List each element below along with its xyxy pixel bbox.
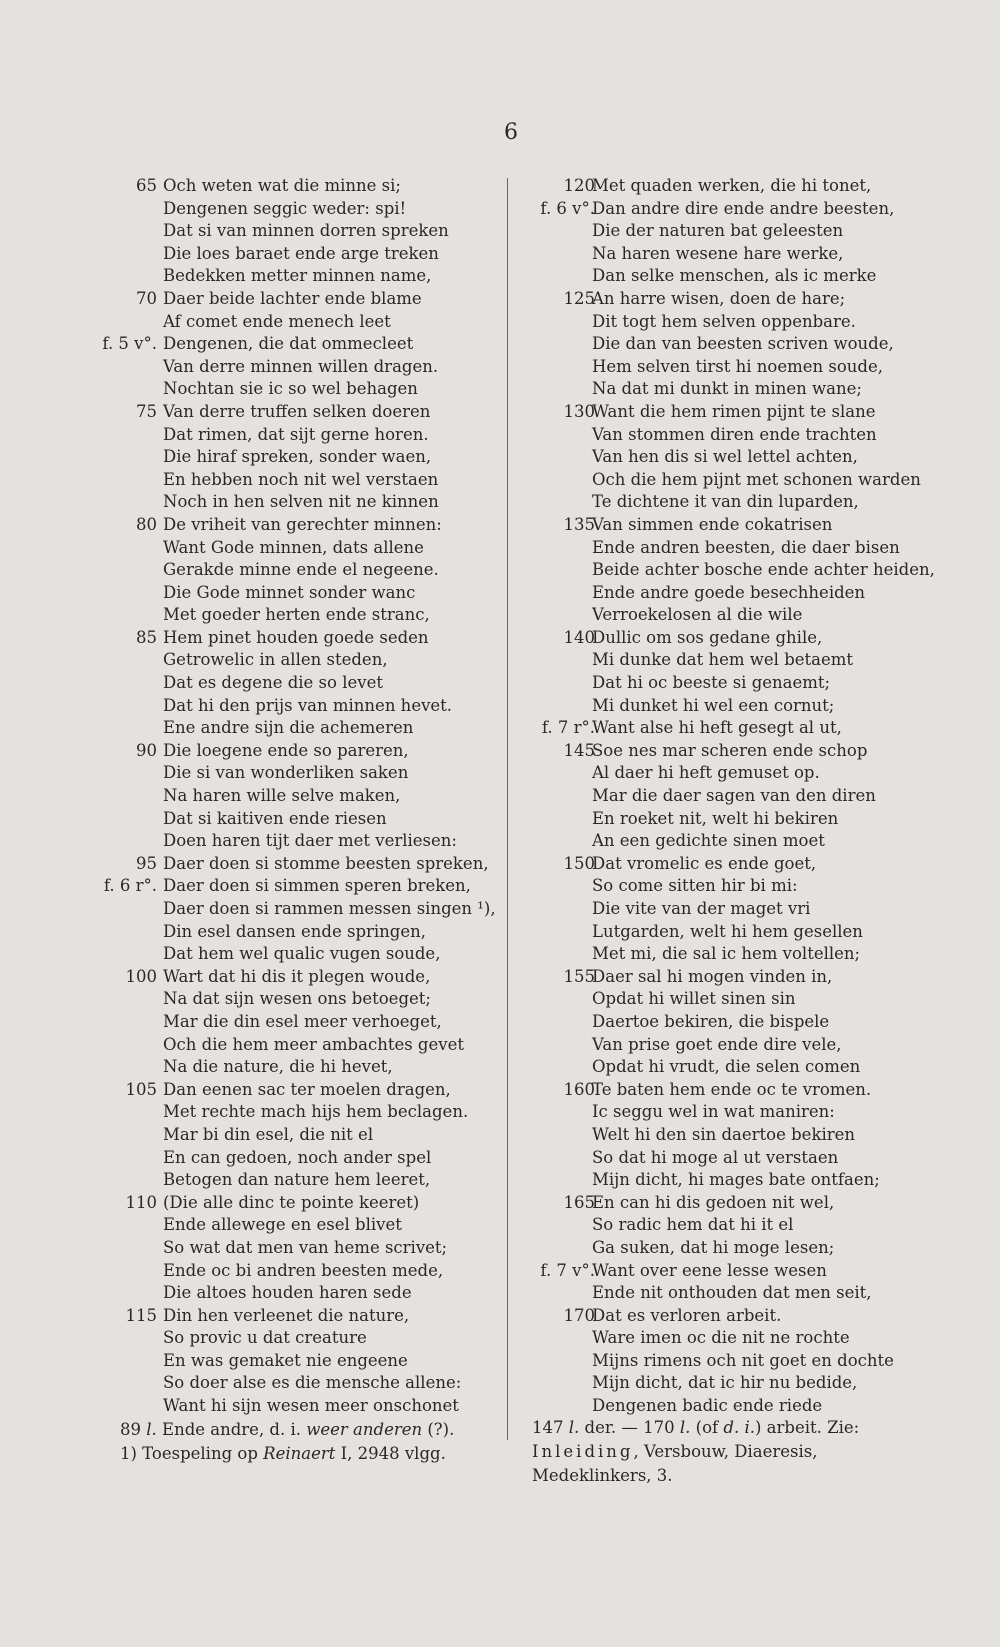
- verse-line: [0, 401, 510, 424]
- verse-line: [0, 537, 510, 560]
- verse-text: Mar die daer sagen van den diren: [592, 786, 876, 806]
- verse-text: Na dat mi dunkt in minen wane;: [592, 379, 862, 399]
- verse-line: [510, 1282, 1000, 1305]
- verse-line: [510, 875, 1000, 898]
- verse-line: [510, 243, 1000, 266]
- line-number: 85: [136, 627, 157, 647]
- verse-line: [0, 446, 510, 469]
- verse-text: Dat es degene die so levet: [163, 673, 383, 693]
- verse-text: Dat si kaitiven ende riesen: [163, 808, 387, 828]
- verse-line: [510, 356, 1000, 379]
- footnotes-right: [532, 1416, 932, 1488]
- verse-text: Getrowelic in allen steden,: [163, 650, 388, 670]
- verse-text: En hebben noch nit wel verstaen: [163, 469, 439, 489]
- verse-text: An een gedichte sinen moet: [592, 831, 825, 851]
- verse-text: Ic seggu wel in wat maniren:: [592, 1102, 835, 1122]
- verse-line: [0, 1327, 510, 1350]
- verse-text: Te baten hem ende oc te vromen.: [592, 1079, 872, 1099]
- verse-line: [0, 1192, 510, 1215]
- line-number: 165: [563, 1192, 595, 1212]
- verse-line: [510, 1079, 1000, 1102]
- verse-text: Mi dunket hi wel een cornut;: [592, 695, 835, 715]
- verse-line: [510, 582, 1000, 605]
- verse-text: Soe nes mar scheren ende schop: [592, 740, 868, 760]
- verse-line: [0, 1214, 510, 1237]
- verse-line: [510, 1124, 1000, 1147]
- verse-text: Met rechte mach hijs hem beclagen.: [163, 1102, 469, 1122]
- verse-text: So provic u dat creature: [163, 1328, 367, 1348]
- verse-line: [510, 175, 1000, 198]
- verse-text: Hem pinet houden goede seden: [163, 627, 429, 647]
- column-divider: [507, 178, 508, 1440]
- verse-text: Na die nature, die hi hevet,: [163, 1057, 393, 1077]
- verse-line: [0, 604, 510, 627]
- verse-text: Mijn dicht, dat ic hir nu bedide,: [592, 1373, 858, 1393]
- verse-text: Daertoe bekiren, die bispele: [592, 1011, 830, 1031]
- verse-line: [0, 785, 510, 808]
- verse-line: [0, 265, 510, 288]
- verse-text: Ene andre sijn die achemeren: [163, 718, 414, 738]
- verse-line: [0, 740, 510, 763]
- verse-text: Dat es verloren arbeit.: [592, 1305, 782, 1325]
- verse-line: [510, 265, 1000, 288]
- verse-line: [510, 898, 1000, 921]
- verse-line: [0, 378, 510, 401]
- verse-line: [510, 220, 1000, 243]
- verse-text: Van hen dis si wel lettel achten,: [592, 447, 858, 467]
- verse-line: [0, 198, 510, 221]
- verse-line: [510, 604, 1000, 627]
- verse-text: Van derre minnen willen dragen.: [163, 356, 439, 376]
- verse-text: (Die alle dinc te pointe keeret): [163, 1192, 420, 1212]
- line-number: 95: [136, 853, 157, 873]
- verse-text: So wat dat men van heme scrivet;: [163, 1237, 448, 1257]
- line-number: 150: [563, 853, 595, 873]
- verse-text: Met quaden werken, die hi tonet,: [592, 176, 872, 195]
- verse-line: [510, 1147, 1000, 1170]
- verse-line: [510, 966, 1000, 989]
- verse-text: Want Gode minnen, dats allene: [163, 537, 424, 557]
- verse-text: Verroekelosen al die wile: [592, 605, 803, 625]
- verse-line: [510, 1011, 1000, 1034]
- verse-text: Na haren wesene hare werke,: [592, 243, 844, 263]
- verse-line: [0, 1237, 510, 1260]
- verse-text: Van prise goet ende dire vele,: [592, 1034, 842, 1054]
- verse-text: Die altoes houden haren sede: [163, 1283, 412, 1303]
- verse-text: So doer alse es die mensche allene:: [163, 1373, 462, 1393]
- verse-line: [510, 1034, 1000, 1057]
- verse-line: [0, 988, 510, 1011]
- verse-line: [0, 1372, 510, 1395]
- verse-line: [510, 943, 1000, 966]
- verse-text: Af comet ende menech leet: [163, 311, 391, 331]
- footnote-line-147: 147 l. der. — 170 l. (of d. i.) arbeit. Zie: Inleiding, Versbouw, Diaeresis, Medeklinkers, 3.: [532, 1418, 860, 1485]
- verse-line: [510, 1350, 1000, 1373]
- verse-line: [510, 559, 1000, 582]
- verse-line: [510, 1214, 1000, 1237]
- verse-text: Dengenen, die dat ommecleet: [163, 334, 414, 354]
- verse-text: Van stommen diren ende trachten: [592, 424, 877, 444]
- line-number: 140: [563, 627, 595, 647]
- verse-line: [510, 627, 1000, 650]
- verse-text: Din hen verleenet die nature,: [163, 1305, 410, 1325]
- verse-text: An harre wisen, doen de hare;: [592, 288, 846, 308]
- verse-line: [510, 1237, 1000, 1260]
- line-number: 100: [125, 966, 157, 986]
- verse-text: Na dat sijn wesen ons betoeget;: [163, 989, 431, 1009]
- verse-line: [0, 243, 510, 266]
- verse-line: [510, 830, 1000, 853]
- verse-line: [0, 898, 510, 921]
- verse-text: Met mi, die sal ic hem voltellen;: [592, 944, 861, 964]
- page-number: 6: [504, 120, 518, 145]
- verse-line: [510, 1192, 1000, 1215]
- verse-line: [510, 469, 1000, 492]
- verse-text: Die hiraf spreken, sonder waen,: [163, 447, 432, 467]
- verse-text: Dat hi oc beeste si genaemt;: [592, 673, 831, 693]
- verse-line: [510, 695, 1000, 718]
- verse-text: Opdat hi vrudt, die selen comen: [592, 1057, 861, 1077]
- verse-text: Die loes baraet ende arge treken: [163, 243, 439, 263]
- verse-line: [510, 921, 1000, 944]
- verse-text: Dat si van minnen dorren spreken: [163, 221, 449, 241]
- right-column: [510, 175, 1000, 1418]
- verse-text: Die dan van beesten scriven woude,: [592, 334, 894, 354]
- verse-line: [0, 1260, 510, 1283]
- verse-line: [510, 649, 1000, 672]
- verse-text: En can gedoen, noch ander spel: [163, 1147, 432, 1167]
- verse-text: Opdat hi willet sinen sin: [592, 989, 796, 1009]
- verse-text: De vriheit van gerechter minnen:: [163, 514, 442, 534]
- verse-line: [0, 1124, 510, 1147]
- verse-line: [510, 988, 1000, 1011]
- verse-line: [0, 559, 510, 582]
- verse-line: [0, 1147, 510, 1170]
- line-number: 170: [563, 1305, 595, 1325]
- verse-text: Mar die din esel meer verhoeget,: [163, 1011, 442, 1031]
- verse-text: Och die hem meer ambachtes gevet: [163, 1034, 464, 1054]
- verse-line: [0, 1079, 510, 1102]
- verse-text: Van simmen ende cokatrisen: [592, 514, 833, 534]
- verse-text: En was gemaket nie engeene: [163, 1350, 408, 1370]
- verse-line: [0, 1056, 510, 1079]
- verse-text: Welt hi den sin daertoe bekiren: [592, 1124, 856, 1144]
- verse-text: Beide achter bosche ende achter heiden,: [592, 560, 935, 580]
- line-number: 155: [563, 966, 595, 986]
- verse-line: [0, 695, 510, 718]
- verse-text: Ware imen oc die nit ne rochte: [592, 1328, 850, 1348]
- verse-text: Dan andre dire ende andre beesten,: [592, 198, 895, 218]
- verse-text: Mijn dicht, hi mages bate ontfaen;: [592, 1170, 880, 1190]
- verse-text: Van derre truffen selken doeren: [163, 401, 431, 421]
- verse-line: [0, 762, 510, 785]
- verse-text: Doen haren tijt daer met verliesen:: [163, 831, 457, 851]
- line-number: 110: [125, 1192, 157, 1212]
- verse-text: Daer doen si simmen speren breken,: [163, 876, 471, 896]
- verse-text: So dat hi moge al ut verstaen: [592, 1147, 839, 1167]
- verse-text: Die der naturen bat geleesten: [592, 221, 844, 241]
- verse-line: [510, 378, 1000, 401]
- verse-line: [0, 175, 510, 198]
- verse-text: Daer doen si stomme beesten spreken,: [163, 853, 489, 873]
- line-number: f. 6 v°.: [540, 198, 595, 218]
- verse-text: Mar bi din esel, die nit el: [163, 1124, 374, 1144]
- verse-text: Want hi sijn wesen meer onschonet: [163, 1396, 459, 1416]
- line-number: 80: [136, 514, 157, 534]
- verse-text: Daer sal hi mogen vinden in,: [592, 966, 833, 986]
- verse-line: [0, 1169, 510, 1192]
- verse-line: [0, 1350, 510, 1373]
- line-number: 160: [563, 1079, 595, 1099]
- verse-line: [0, 1395, 510, 1418]
- verse-text: Ende oc bi andren beesten mede,: [163, 1260, 444, 1280]
- verse-text: Dat vromelic es ende goet,: [592, 853, 817, 873]
- verse-line: [0, 1034, 510, 1057]
- verse-text: Die si van wonderliken saken: [163, 763, 409, 783]
- footnote-1: 1) Toespeling op Reinaert I, 2948 vlgg.: [120, 1444, 446, 1463]
- verse-line: [0, 1101, 510, 1124]
- verse-line: [510, 446, 1000, 469]
- verse-text: Dat hi den prijs van minnen hevet.: [163, 695, 453, 715]
- verse-line: [0, 830, 510, 853]
- verse-text: Dengenen badic ende riede: [592, 1396, 823, 1416]
- verse-text: Hem selven tirst hi noemen soude,: [592, 356, 884, 376]
- verse-line: [510, 1056, 1000, 1079]
- line-number: 130: [563, 401, 595, 421]
- line-number: f. 7 r°.: [541, 718, 595, 738]
- verse-line: [510, 1327, 1000, 1350]
- verse-text: Ende nit onthouden dat men seit,: [592, 1283, 872, 1303]
- verse-line: [0, 514, 510, 537]
- verse-line: [0, 311, 510, 334]
- footnote-line-89: 89 l. Ende andre, d. i. weer anderen (?).: [120, 1420, 455, 1439]
- verse-line: [510, 740, 1000, 763]
- verse-line: [0, 649, 510, 672]
- verse-text: Dat rimen, dat sijt gerne horen.: [163, 424, 429, 444]
- verse-line: [0, 875, 510, 898]
- verse-text: Te dichtene it van din luparden,: [592, 492, 859, 512]
- verse-line: [0, 853, 510, 876]
- verse-text: Daer doen si rammen messen singen ¹),: [163, 899, 496, 918]
- line-number: 65: [136, 176, 157, 195]
- verse-line: [510, 1169, 1000, 1192]
- line-number: 90: [136, 740, 157, 760]
- verse-line: [0, 627, 510, 650]
- line-number: 120: [563, 176, 595, 195]
- verse-line: [0, 717, 510, 740]
- verse-line: [510, 514, 1000, 537]
- verse-line: [510, 401, 1000, 424]
- verse-text: Din esel dansen ende springen,: [163, 921, 427, 941]
- verse-line: [0, 491, 510, 514]
- verse-line: [0, 672, 510, 695]
- verse-line: [510, 1260, 1000, 1283]
- verse-text: Bedekken metter minnen name,: [163, 266, 432, 286]
- verse-text: Na haren wille selve maken,: [163, 786, 401, 806]
- verse-text: En roeket nit, welt hi bekiren: [592, 808, 839, 828]
- verse-line: [0, 966, 510, 989]
- verse-text: Want over eene lesse wesen: [592, 1260, 827, 1280]
- verse-text: Want die hem rimen pijnt te slane: [592, 401, 876, 421]
- verse-text: Want alse hi heft gesegt al ut,: [592, 718, 842, 738]
- verse-line: [510, 424, 1000, 447]
- verse-line: [510, 1101, 1000, 1124]
- line-number: 75: [136, 401, 157, 421]
- verse-text: Die loegene ende so pareren,: [163, 740, 409, 760]
- verse-text: Met goeder herten ende stranc,: [163, 605, 430, 625]
- verse-line: [510, 288, 1000, 311]
- line-number: 125: [563, 288, 595, 308]
- verse-line: [510, 198, 1000, 221]
- verse-text: Och weten wat die minne si;: [163, 176, 401, 195]
- verse-text: Al daer hi heft gemuset op.: [592, 763, 820, 783]
- verse-text: Ende allewege en esel blivet: [163, 1215, 402, 1235]
- line-number: 135: [563, 514, 595, 534]
- verse-text: Wart dat hi dis it plegen woude,: [163, 966, 431, 986]
- verse-text: Gerakde minne ende el negeene.: [163, 560, 439, 580]
- verse-text: Dan eenen sac ter moelen dragen,: [163, 1079, 451, 1099]
- verse-line: [0, 943, 510, 966]
- verse-text: So radic hem dat hi it el: [592, 1215, 794, 1235]
- line-number: 105: [125, 1079, 157, 1099]
- verse-text: Ende andre goede besechheiden: [592, 582, 866, 602]
- verse-line: [0, 288, 510, 311]
- verse-line: [0, 220, 510, 243]
- line-number: f. 5 v°.: [102, 334, 157, 354]
- verse-line: [0, 424, 510, 447]
- verse-text: Daer beide lachter ende blame: [163, 288, 422, 308]
- verse-line: [510, 1305, 1000, 1328]
- verse-line: [510, 785, 1000, 808]
- verse-line: [510, 853, 1000, 876]
- line-number: 70: [136, 288, 157, 308]
- verse-text: En can hi dis gedoen nit wel,: [592, 1192, 835, 1212]
- verse-line: [0, 921, 510, 944]
- verse-text: Die vite van der maget vri: [592, 899, 811, 918]
- verse-text: So come sitten hir bi mi:: [592, 876, 798, 896]
- footnotes-left: [120, 1418, 455, 1466]
- verse-line: [0, 1011, 510, 1034]
- verse-text: Noch in hen selven nit ne kinnen: [163, 492, 439, 512]
- verse-text: Nochtan sie ic so wel behagen: [163, 379, 418, 399]
- line-number: 145: [563, 740, 595, 760]
- verse-text: Ende andren beesten, die daer bisen: [592, 537, 900, 557]
- verse-line: [510, 672, 1000, 695]
- verse-line: [510, 1395, 1000, 1418]
- verse-text: Lutgarden, welt hi hem gesellen: [592, 921, 863, 941]
- verse-text: Dat hem wel qualic vugen soude,: [163, 944, 441, 964]
- verse-text: Die Gode minnet sonder wanc: [163, 582, 416, 602]
- verse-line: [0, 582, 510, 605]
- verse-line: [0, 469, 510, 492]
- verse-text: Betogen dan nature hem leeret,: [163, 1170, 431, 1190]
- verse-text: Dan selke menschen, als ic merke: [592, 266, 877, 286]
- verse-line: [510, 808, 1000, 831]
- verse-text: Mi dunke dat hem wel betaemt: [592, 650, 854, 670]
- verse-line: [510, 537, 1000, 560]
- verse-line: [510, 762, 1000, 785]
- verse-text: Dullic om sos gedane ghile,: [592, 627, 823, 647]
- verse-text: Och die hem pijnt met schonen warden: [592, 469, 921, 489]
- verse-line: [510, 333, 1000, 356]
- left-column: [0, 175, 510, 1418]
- verse-text: Dengenen seggic weder: spi!: [163, 198, 407, 218]
- verse-line: [0, 333, 510, 356]
- line-number: f. 7 v°.: [540, 1260, 595, 1280]
- verse-line: [510, 717, 1000, 740]
- verse-line: [510, 1372, 1000, 1395]
- line-number: f. 6 r°.: [103, 876, 157, 896]
- verse-line: [0, 1305, 510, 1328]
- verse-line: [0, 1282, 510, 1305]
- verse-line: [510, 311, 1000, 334]
- line-number: 115: [125, 1305, 157, 1325]
- verse-text: Dit togt hem selven oppenbare.: [592, 311, 856, 331]
- verse-text: Mijns rimens och nit goet en dochte: [592, 1350, 894, 1370]
- verse-text: Ga suken, dat hi moge lesen;: [592, 1237, 835, 1257]
- verse-line: [0, 356, 510, 379]
- verse-line: [510, 491, 1000, 514]
- verse-line: [0, 808, 510, 831]
